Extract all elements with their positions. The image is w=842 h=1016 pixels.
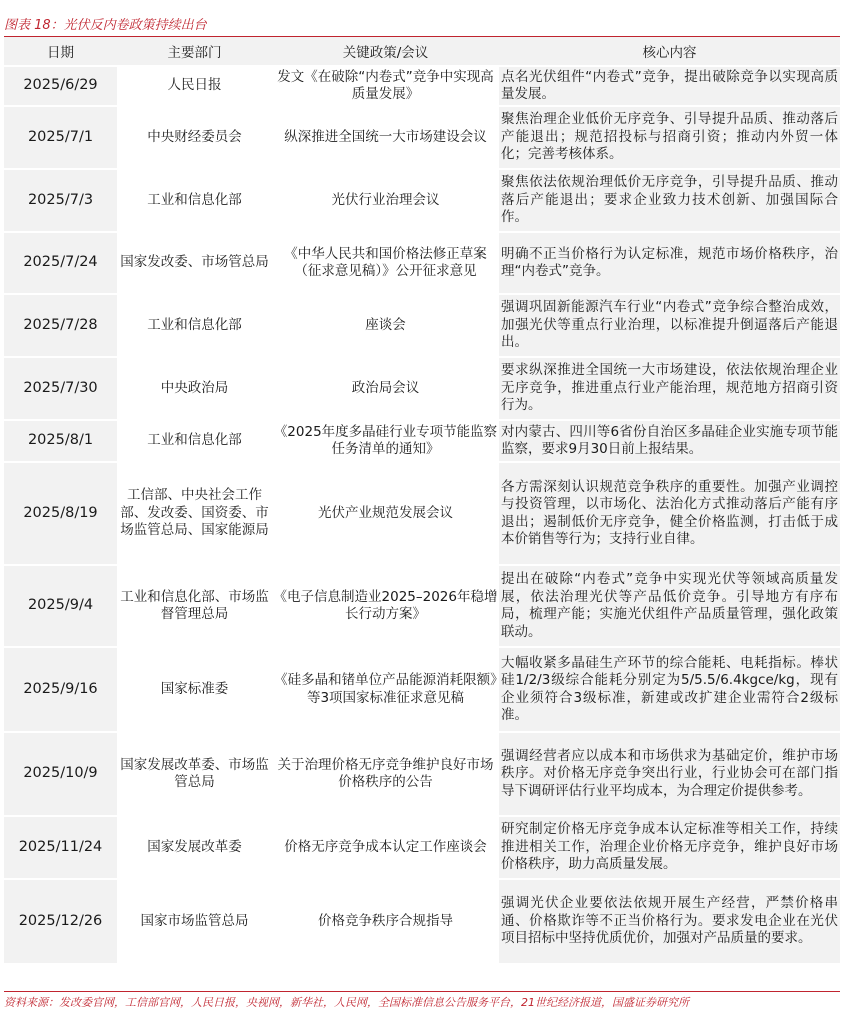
row-date: 2025/7/30 [4,357,117,420]
row-dept: 国家发展改革委 [117,816,272,879]
table-row [4,169,840,232]
row-policy: 《中华人民共和国价格法修正草案（征求意见稿）》公开征求意见 [272,232,499,294]
row-dept: 国家发改委、市场管总局 [117,232,272,294]
row-date: 2025/8/1 [4,420,117,462]
table-row [4,357,840,420]
header-policy: 关键政策/会议 [272,37,499,66]
row-dept: 人民日报 [117,66,272,106]
row-date: 2025/6/29 [4,66,117,106]
row-policy: 政治局会议 [272,357,499,420]
row-date: 2025/11/24 [4,816,117,879]
table-row [4,232,840,294]
row-dept: 国家发展改革委、市场监管总局 [117,732,272,816]
row-content: 强调巩固新能源汽车行业“内卷式”竞争综合整治成效，加强光伏等重点行业治理，以标准提升倒逼落后产能退出。 [499,294,840,357]
row-policy: 价格竞争秩序合规指导 [272,879,499,963]
row-content: 强调经营者应以成本和市场供求为基础定价，维护市场秩序。对价格无序竞争突出行业，行业协会可在部门指导下调研评估行业平均成本，为合理定价提供参考。 [499,732,840,816]
row-policy: 《硅多晶和锗单位产品能源消耗限额》等3项国家标准征求意见稿 [272,647,499,732]
table-row [4,106,840,169]
row-dept: 国家市场监管总局 [117,879,272,963]
row-content: 强调光伏企业要依法依规开展生产经营，严禁价格串通、价格欺诈等不正当价格行为。要求发电企业在光伏项目招标中坚持优质优价，加强对产品质量的要求。 [499,879,840,963]
row-content: 对内蒙古、四川等6省份自治区多晶硅企业实施专项节能监察，要求9月30日前上报结果。 [499,420,840,462]
policy-table [4,37,840,963]
table-row [4,420,840,462]
row-dept: 中央政治局 [117,357,272,420]
row-date: 2025/8/19 [4,462,117,565]
row-content: 要求纵深推进全国统一大市场建设，依法依规治理企业无序竞争，推进重点行业产能治理，规范地方招商引资行为。 [499,357,840,420]
header-dept: 主要部门 [117,37,272,66]
table-row [4,66,840,106]
table-row [4,294,840,357]
row-dept: 工业和信息化部 [117,420,272,462]
header-date: 日期 [4,37,117,66]
row-content: 提出在破除“内卷式”竞争中实现光伏等领域高质量发展，依法治理光伏等产品低价竞争。引导地方有序布局，梳理产能；实施光伏组件产品质量管理，强化政策联动。 [499,565,840,647]
row-date: 2025/9/4 [4,565,117,647]
table-header-row [4,37,840,66]
row-policy: 光伏行业治理会议 [272,169,499,232]
source-note: 资料来源：发改委官网，工信部官网，人民日报，央视网，新华社，人民网，全国标准信息公告服务平台，21世纪经济报道，国盛证券研究所 [4,996,689,1009]
row-dept: 工业和信息化部 [117,294,272,357]
row-dept: 国家标准委 [117,647,272,732]
figure-title: 图表 18：光伏反内卷政策持续出台 [4,18,207,33]
header-content: 核心内容 [499,37,840,66]
table-row [4,732,840,816]
row-policy: 纵深推进全国统一大市场建设会议 [272,106,499,169]
row-content: 聚焦治理企业低价无序竞争、引导提升品质、推动落后产能退出；规范招投标与招商引资；推动内外贸一体化；完善考核体系。 [499,106,840,169]
bottom-rule [4,991,840,992]
row-date: 2025/9/16 [4,647,117,732]
row-date: 2025/10/9 [4,732,117,816]
row-date: 2025/7/24 [4,232,117,294]
row-content: 研究制定价格无序竞争成本认定标准等相关工作，持续推进相关工作，治理企业价格无序竞争，维护良好市场价格秩序，助力高质量发展。 [499,816,840,879]
row-content: 各方需深刻认识规范竞争秩序的重要性。加强产业调控与投资管理，以市场化、法治化方式推动落后产能有序退出；遏制低价无序竞争，健全价格监测，打击低于成本价销售等行为；支持行业自律。 [499,462,840,565]
row-dept: 中央财经委员会 [117,106,272,169]
row-dept: 工业和信息化部、市场监督管理总局 [117,565,272,647]
row-date: 2025/7/28 [4,294,117,357]
row-date: 2025/7/3 [4,169,117,232]
row-policy: 座谈会 [272,294,499,357]
table-row [4,565,840,647]
row-dept: 工业和信息化部 [117,169,272,232]
row-policy: 价格无序竞争成本认定工作座谈会 [272,816,499,879]
row-dept: 工信部、中央社会工作部、发改委、国资委、市场监管总局、国家能源局 [117,462,272,565]
row-date: 2025/12/26 [4,879,117,963]
row-policy: 光伏产业规范发展会议 [272,462,499,565]
table-row [4,816,840,879]
row-content: 明确不正当价格行为认定标准，规范市场价格秩序，治理“内卷式”竞争。 [499,232,840,294]
row-content: 聚焦依法依规治理低价无序竞争，引导提升品质、推动落后产能退出；要求企业致力技术创新、加强国际合作。 [499,169,840,232]
row-policy: 发文《在破除“内卷式”竞争中实现高质量发展》 [272,66,499,106]
table-row [4,879,840,963]
row-policy: 关于治理价格无序竞争维护良好市场价格秩序的公告 [272,732,499,816]
row-content: 点名光伏组件“内卷式”竞争，提出破除竞争以实现高质量发展。 [499,66,840,106]
row-date: 2025/7/1 [4,106,117,169]
row-policy: 《电子信息制造业2025–2026年稳增长行动方案》 [272,565,499,647]
row-policy: 《2025年度多晶硅行业专项节能监察任务清单的通知》 [272,420,499,462]
row-content: 大幅收紧多晶硅生产环节的综合能耗、电耗指标。棒状硅1/2/3级综合能耗分别定为5/5.5/6.4kgce/kg，现有企业须符合3级标准，新建或改扩建企业需符合2级标准。 [499,647,840,732]
table-row [4,462,840,565]
table-row [4,647,840,732]
